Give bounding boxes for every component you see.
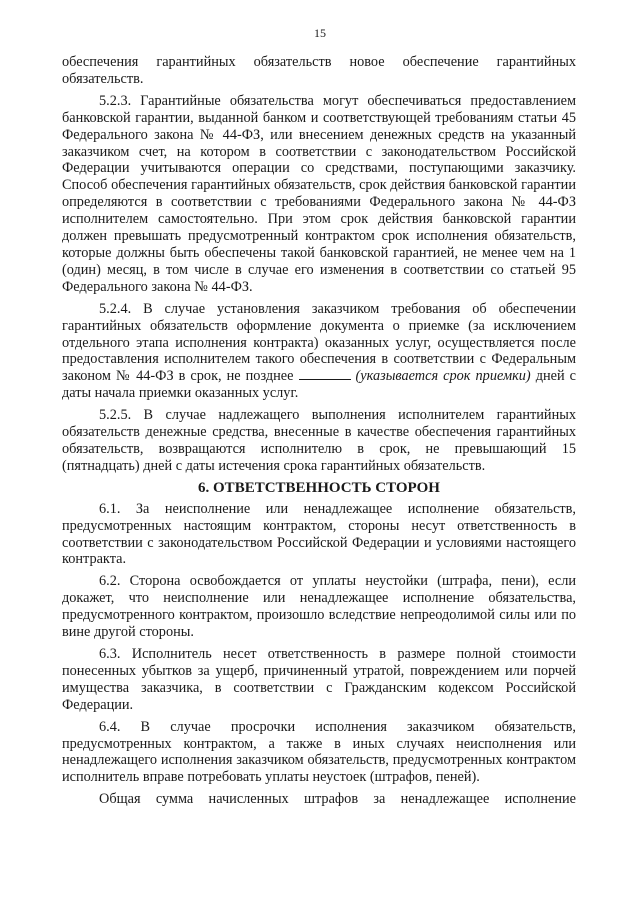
paragraph-6-1: 6.1. За неисполнение или ненадлежащее исполнение обязательств, предусмотренных настоящим контрактом, стороны несут ответственность в соответствии с законодательством Российской Федерации и условиями настоящего контракта. <box>62 500 576 568</box>
page-number: 15 <box>314 26 326 40</box>
paragraph-6-3: 6.3. Исполнитель несет ответственность в размере полной стоимости понесенных убытков за ущерб, причиненный утратой, повреждением или порчей имущества заказчика, в соответствии с Гражданским кодексом Российской Федерации. <box>62 646 576 713</box>
paragraph-penalty-total: Общая сумма начисленных штрафов за ненадлежащее исполнение <box>99 791 576 808</box>
paragraph-5-2-3: 5.2.3. Гарантийные обязательства могут обеспечиваться предоставлением банковской гарантии, выданной банком и соответствующей требованиям статьи 45 Федерального закона № 44-ФЗ, или внесением денежных средств на указанный заказчиком счет, на котором в соответствии с законодательством Российской Федерации учитываются операции со средствами, поступающими заказчику. Способ обеспечения гарантийных обязательств, срок действия банковской гарантии определяются в соответствии с требованиями Федерального закона № 44-ФЗ исполнителем самостоятельно. При этом срок действия банковской гарантии должен превышать предусмотренный контрактом срок исполнения обязательств, которые должны быть обеспечены такой банковской гарантией, не менее чем на 1 (один) месяц, в том числе в случае его изменения в соответствии со статьей 95 Федерального закона № 44-ФЗ. <box>62 92 576 295</box>
paragraph-5-2-4-text: 5.2.4. В случае установления заказчиком требования об обеспечении гарантийных обязательств оформление документа о приемке (за исключением отдельного этапа исполнения контракта) оказанных услуг, осуществляется после предоставления исполнителем такого обеспечения в соответствии с Федеральным законом № 44-ФЗ в срок, не позднее <box>62 300 576 385</box>
paragraph-continuation: обеспечения гарантийных обязательств новое обеспечение гарантийных обязательств. <box>62 54 576 87</box>
paragraph-5-2-4 <box>62 301 576 402</box>
paragraph-6-2: 6.2. Сторона освобождается от уплаты неустойки (штрафа, пени), если докажет, что неисполнение или ненадлежащее исполнение обязательства, предусмотренного контрактом, произошло вследствие непреодолимой силы или по вине другой стороны. <box>62 573 576 641</box>
paragraph-6-4: 6.4. В случае просрочки исполнения заказчиком обязательств, предусмотренных контрактом, а также в иных случаях неисполнения или ненадлежащего исполнения заказчиком обязательств, предусмотренных контрактом исполнитель вправе потребовать уплаты неустоек (штрафов, пеней). <box>62 718 576 786</box>
paragraph-5-2-5: 5.2.5. В случае надлежащего выполнения исполнителем гарантийных обязательств денежные средства, внесенные в качестве обеспечения гарантийных обязательств, возвращаются исполнителю в срок, не превышающий 15 (пятнадцать) дней с даты истечения срока гарантийных обязательств. <box>62 407 576 474</box>
paragraph-5-2-4-italic-note: (указывается срок приемки) <box>355 368 531 385</box>
section-heading: 6. ОТВЕТСТВЕННОСТЬ СТОРОН <box>198 479 440 496</box>
document-body <box>62 54 576 808</box>
blank-field <box>299 368 351 380</box>
paragraph-5-2-4-tail: дней с даты начала приемки оказанных услуг. <box>62 368 577 402</box>
